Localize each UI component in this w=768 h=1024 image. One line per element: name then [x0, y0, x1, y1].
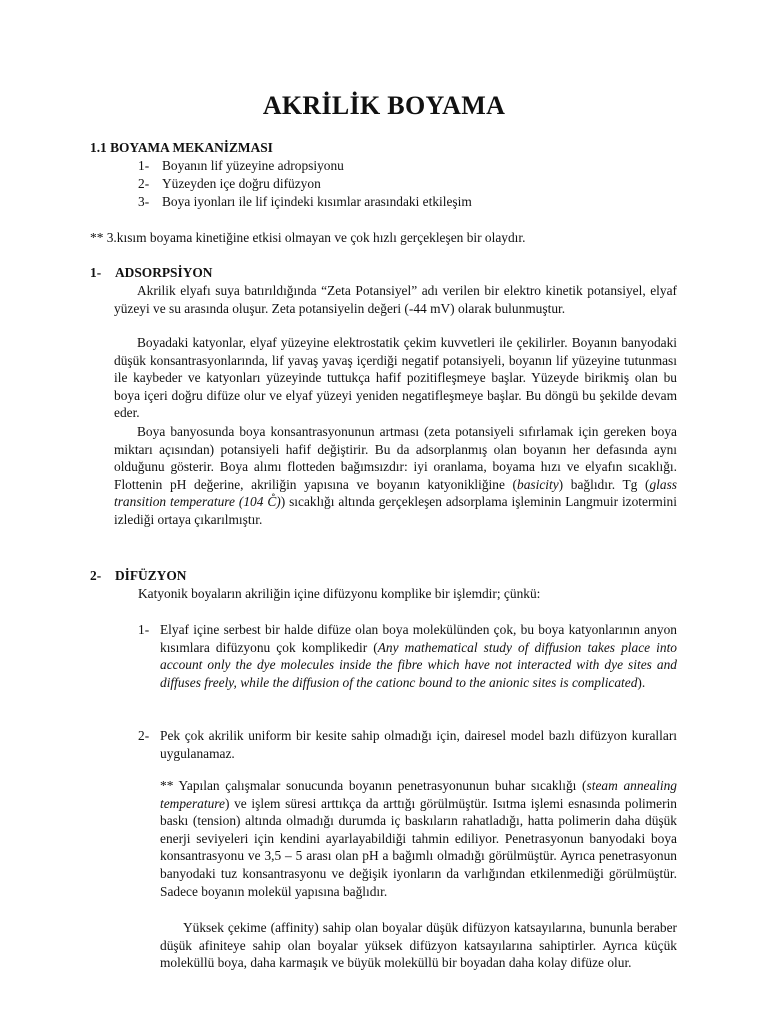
diffusion-intro: Katyonik boyaların akriliğin içine difüzyonu komplike bir işlemdir; çünkü: — [138, 586, 541, 601]
adsorption-paragraph-2: Boyadaki katyonlar, elyaf yüzeyine elektrostatik çekim kuvvetleri ile çekilirler. Boyanın banyodaki düşük konsantrasyonlarında, lif yavaş yavaş içerdiği negatif potansiyeli, boyanın lif yüzeyine tutunması ile kaybeder ve katyonları yüzeyinde tuttukça hafif pozitifleşmeye başlar. Yüzeyde birikmiş olan bu boya içeri doğru difüze olur ve elyaf yüzeyi yeniden negatifleşmeye başlar. Bu döngü bu şekilde devam eder. — [114, 335, 677, 421]
section-title: DİFÜZYON — [115, 568, 187, 583]
list-item — [138, 175, 321, 193]
list-number: 3- — [138, 194, 150, 209]
text-run: Boya banyosunda boya konsantrasyonunun artması (zeta potansiyeli sıfırlamak için gereken boya miktarı açısından) potansiyeli hafif değiştirir. Bu da adsorplanmış olan boyanın her defasında aynı olduğunu gösterir. Boya alımı flotteden bağımsızdır: iyi oranlama, boyama hızı ve elyafın sıcaklığı. Flottenin pH değerine, akriliğin yapısına ve boyanın katyonikliğine ( — [114, 424, 677, 492]
list-text: Boya iyonları ile lif içindeki kısımlar arasındaki etkileşim — [162, 194, 472, 209]
list-item — [138, 193, 472, 211]
reason-2-text: Pek çok akrilik uniform bir kesite sahip olmadığı için, dairesel model bazlı difüzyon kuralları uygulanamaz. — [160, 728, 677, 761]
text-run: Elyaf içine serbest bir halde difüze olan boya molekülünden çok, bu boya katyonlarının anyon kısımlara difüzyonu çok komplikedir ( — [160, 622, 677, 655]
document-title: AKRİLİK BOYAMA — [262, 91, 506, 120]
text-run-italic: Any mathematical study of diffusion takes place into account only the dye molecules inside the fibre which have not interacted with dye sites and diffuses freely, while the diffusion of the cationc bound to the anionic sites is complicated — [160, 639, 677, 690]
section-number: 1- — [90, 265, 102, 280]
section-heading-mechanism: 1.1 BOYAMA MEKANİZMASI — [90, 140, 273, 155]
text-run-italic: basicity — [517, 476, 559, 492]
reason-1-text — [160, 621, 677, 691]
diffusion-note-paragraph — [160, 777, 677, 900]
diffusion-affinity-paragraph: Yüksek çekime (affinity) sahip olan boyalar düşük difüzyon katsayılarına, bununla beraber düşük afiniteye sahip olan boyalar yüksek difüzyon katsayılarına sahiptirler. Ayrıca küçük moleküllü boya, daha karmaşık ve büyük moleküllü bir boyadan daha kolay difüze olur. — [160, 920, 677, 971]
adsorption-paragraph-3 — [114, 423, 677, 529]
text-run: ). — [637, 674, 646, 690]
list-number: 2- — [138, 176, 150, 191]
list-text: Boyanın lif yüzeyine adropsiyonu — [162, 158, 344, 173]
text-run: ) sıcaklığı altında gerçekleşen adsorplama işleminin Langmuir izotermini izlediği ortaya çıkarılmıştır. — [114, 494, 677, 527]
list-item — [138, 157, 344, 175]
list-number: 2- — [138, 728, 150, 743]
section-number: 2- — [90, 568, 102, 583]
kinetics-note: ** 3.kısım boyama kinetiğine etkisi olmayan ve çok hızlı gerçekleşen bir olaydır. — [90, 230, 526, 245]
text-run: ** Yapılan çalışmalar sonucunda boyanın penetrasyonunun buhar sıcaklığı ( — [160, 778, 587, 793]
list-number: 1- — [138, 158, 150, 173]
list-text: Yüzeyden içe doğru difüzyon — [162, 176, 321, 191]
section-title: ADSORPSİYON — [115, 265, 213, 280]
text-run-italic: glass transition temperature (104 C̊) — [114, 476, 677, 510]
text-run: ) bağlıdır. Tg ( — [558, 476, 650, 492]
section-heading-adsorption — [90, 264, 212, 282]
section-heading-diffusion — [90, 567, 186, 585]
list-number: 1- — [138, 622, 150, 637]
text-run: ) ve işlem süresi arttıkça da arttığı görülmüştür. Isıtma işlemi esnasında polimerin baskı (tension) altında olmadığı durumda iç baskıların rahatladığı, hatta polimerin daha düşük enerji seviyeleri için kendini ayarlayabildiği tahmin ediliyor. Penetrasyonun banyodaki boya konsantrasyonu ve 3,5 – 5 arası olan pH a bağımlı olmadığı görülmüştür. Ayrıca penetrasyonun banyodaki tuz konsantrasyonu ve değişik iyonların da varlığından etkilenmediği görülmüştür. Sadece boyanın molekül yapısına bağlıdır. — [160, 795, 677, 899]
adsorption-paragraph-1: Akrilik elyafı suya batırıldığında “Zeta Potansiyel” adı verilen bir elektro kinetik potansiyel, elyaf yüzeyi ve su arasında oluşur. Zeta potansiyelin değeri (-44 mV) olarak bulunmuştur. — [114, 283, 677, 316]
text-run-italic: steam annealing temperature — [160, 778, 677, 811]
